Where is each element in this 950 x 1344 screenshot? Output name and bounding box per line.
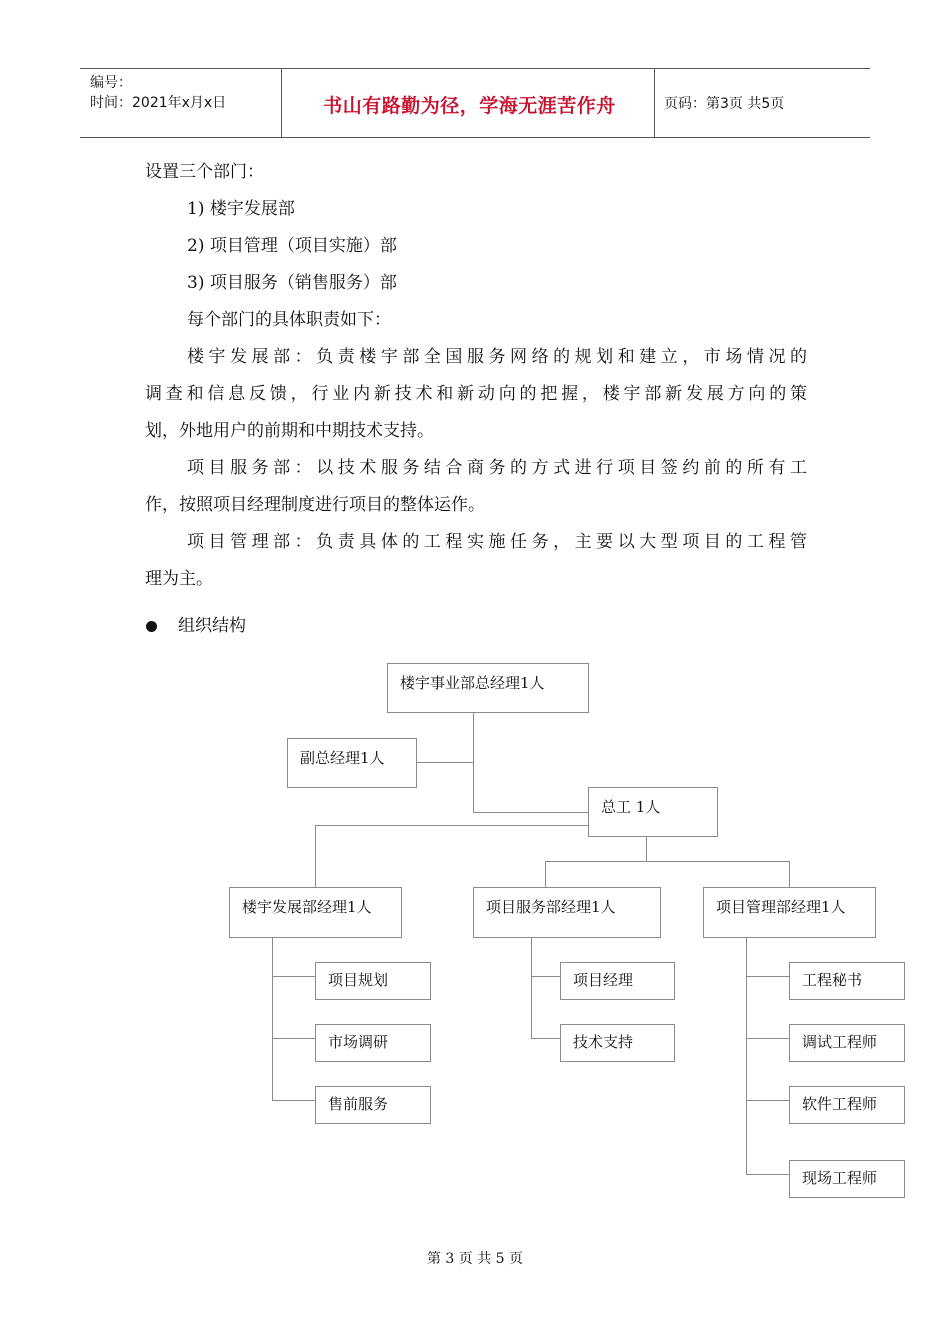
connector-line bbox=[746, 1038, 789, 1039]
org-box-label: 工程秘书 bbox=[802, 971, 863, 989]
connector-line bbox=[531, 937, 532, 1038]
connector-line bbox=[545, 861, 546, 887]
org-box-dev-child bbox=[315, 1024, 431, 1062]
org-box-service-child bbox=[560, 962, 675, 1000]
org-box-mgmt-child bbox=[789, 1086, 905, 1124]
connector-line bbox=[272, 1038, 315, 1039]
page-header bbox=[80, 68, 870, 138]
org-box-chief-engineer bbox=[588, 787, 718, 837]
org-box-dev-child bbox=[315, 962, 431, 1000]
connector-line bbox=[272, 976, 315, 977]
header-divider bbox=[654, 69, 655, 137]
intro-text: 设置三个部门： bbox=[145, 162, 264, 182]
connector-line bbox=[545, 861, 789, 862]
connector-line bbox=[531, 1038, 560, 1039]
org-box-mgmt-child bbox=[789, 962, 905, 1000]
paragraph-line: 调查和信息反馈，行业内新技术和新动向的把握，楼宇部新发展方向的策 bbox=[145, 384, 807, 404]
org-box-label: 技术支持 bbox=[573, 1033, 634, 1051]
org-box-label: 楼宇发展部经理1人 bbox=[242, 898, 372, 916]
connector-line bbox=[315, 825, 316, 887]
connector-line bbox=[746, 1174, 789, 1175]
org-box-label: 楼宇事业部总经理1人 bbox=[400, 674, 545, 692]
org-box-general-manager bbox=[387, 663, 589, 713]
org-box-mgmt-child bbox=[789, 1160, 905, 1198]
connector-line bbox=[315, 825, 588, 826]
connector-line bbox=[272, 1100, 315, 1101]
org-box-label: 副总经理1人 bbox=[300, 749, 385, 767]
paragraph-line: 楼宇发展部：负责楼宇部全国服务网络的规划和建立，市场情况的 bbox=[187, 347, 807, 367]
department-item: 1) 楼宇发展部 bbox=[187, 199, 295, 219]
department-item: 3) 项目服务（销售服务）部 bbox=[187, 273, 397, 293]
org-box-label: 软件工程师 bbox=[802, 1095, 878, 1113]
org-box-label: 总工 1人 bbox=[601, 798, 661, 816]
org-box-label: 现场工程师 bbox=[802, 1169, 878, 1187]
serial-label: 编号： bbox=[90, 75, 132, 91]
bullet-icon bbox=[146, 621, 157, 632]
org-box-label: 项目规划 bbox=[328, 971, 389, 989]
connector-line bbox=[473, 812, 588, 813]
section-heading: 组织结构 bbox=[178, 616, 246, 636]
header-divider bbox=[281, 69, 282, 137]
org-box-label: 项目经理 bbox=[573, 971, 634, 989]
org-box-mgmt-manager bbox=[703, 887, 876, 938]
connector-line bbox=[746, 937, 747, 1174]
paragraph-line: 划，外地用户的前期和中期技术支持。 bbox=[145, 421, 434, 441]
org-box-dev-child bbox=[315, 1086, 431, 1124]
duties-intro: 每个部门的具体职责如下： bbox=[187, 310, 391, 330]
connector-line bbox=[473, 712, 474, 813]
department-item: 2) 项目管理（项目实施）部 bbox=[187, 236, 397, 256]
header-motto: 书山有路勤为径，学海无涯苦作舟 bbox=[323, 95, 616, 117]
paragraph-line: 项目服务部：以技术服务结合商务的方式进行项目签约前的所有工 bbox=[187, 458, 807, 478]
org-box-dev-manager bbox=[229, 887, 402, 938]
connector-line bbox=[272, 937, 273, 1100]
header-page-number: 页码：第3页 共5页 bbox=[664, 96, 785, 112]
org-box-label: 项目管理部经理1人 bbox=[716, 898, 846, 916]
connector-line bbox=[746, 976, 789, 977]
connector-line bbox=[789, 861, 790, 887]
org-box-service-manager bbox=[473, 887, 661, 938]
org-box-mgmt-child bbox=[789, 1024, 905, 1062]
page-footer: 第 3 页 共 5 页 bbox=[426, 1251, 524, 1267]
connector-line bbox=[646, 837, 647, 861]
paragraph-line: 理为主。 bbox=[145, 569, 213, 589]
connector-line bbox=[531, 976, 560, 977]
org-box-label: 调试工程师 bbox=[802, 1033, 878, 1051]
org-box-deputy-manager bbox=[287, 738, 417, 788]
org-box-label: 售前服务 bbox=[328, 1095, 389, 1113]
org-box-service-child bbox=[560, 1024, 675, 1062]
paragraph-line: 作，按照项目经理制度进行项目的整体运作。 bbox=[145, 495, 485, 515]
org-box-label: 项目服务部经理1人 bbox=[486, 898, 616, 916]
connector-line bbox=[416, 762, 473, 763]
connector-line bbox=[746, 1100, 789, 1101]
org-box-label: 市场调研 bbox=[328, 1033, 389, 1051]
date-label: 时间：2021年x月x日 bbox=[90, 95, 227, 111]
paragraph-line: 项目管理部：负责具体的工程实施任务，主要以大型项目的工程管 bbox=[187, 532, 807, 552]
header-meta bbox=[90, 73, 226, 113]
